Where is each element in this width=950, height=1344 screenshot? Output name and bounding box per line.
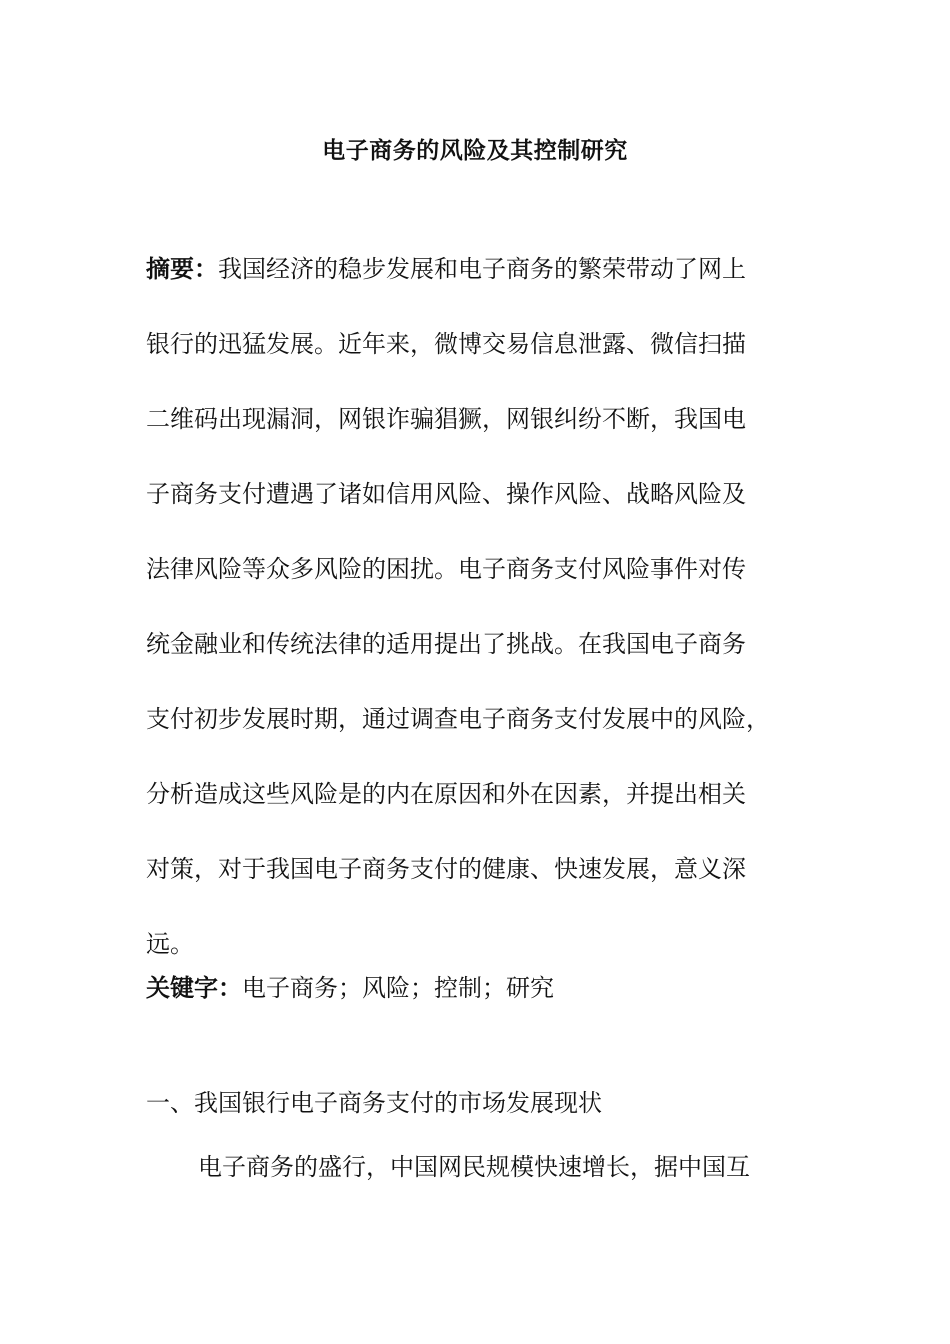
- abstract-line: 子商务支付遭遇了诸如信用风险、操作风险、战略风险及: [146, 480, 746, 508]
- keywords-text: 电子商务；风险；控制；研究: [242, 974, 554, 1002]
- abstract-line: 二维码出现漏洞，网银诈骗猖獗，网银纠纷不断，我国电: [146, 405, 746, 433]
- body-paragraph-text: 电子商务的盛行，中国网民规模快速增长，据中国互: [198, 1153, 750, 1181]
- document-title: 电子商务的风险及其控制研究: [322, 138, 628, 164]
- abstract-line: 分析造成这些风险是的内在原因和外在因素，并提出相关: [146, 780, 746, 808]
- abstract-line: 银行的迅猛发展。近年来，微博交易信息泄露、微信扫描: [146, 330, 746, 358]
- section-heading: 一、我国银行电子商务支付的市场发展现状: [146, 1089, 602, 1117]
- abstract-line: 法律风险等众多风险的困扰。电子商务支付风险事件对传: [146, 555, 746, 583]
- abstract-line-text: 我国经济的稳步发展和电子商务的繁荣带动了网上: [218, 255, 746, 283]
- abstract-line: 对策，对于我国电子商务支付的健康、快速发展，意义深: [146, 855, 746, 883]
- abstract-line: 远。: [146, 930, 194, 958]
- abstract-line: [146, 232, 796, 307]
- abstract-paragraph: [146, 232, 796, 982]
- abstract-line: 支付初步发展时期，通过调查电子商务支付发展中的风险，: [146, 705, 770, 733]
- abstract-label: 摘要：: [146, 255, 218, 283]
- keywords-label: 关键字：: [146, 974, 242, 1002]
- abstract-line: 统金融业和传统法律的适用提出了挑战。在我国电子商务: [146, 630, 746, 658]
- body-paragraph: [146, 1147, 750, 1187]
- keywords-line: [146, 968, 554, 1008]
